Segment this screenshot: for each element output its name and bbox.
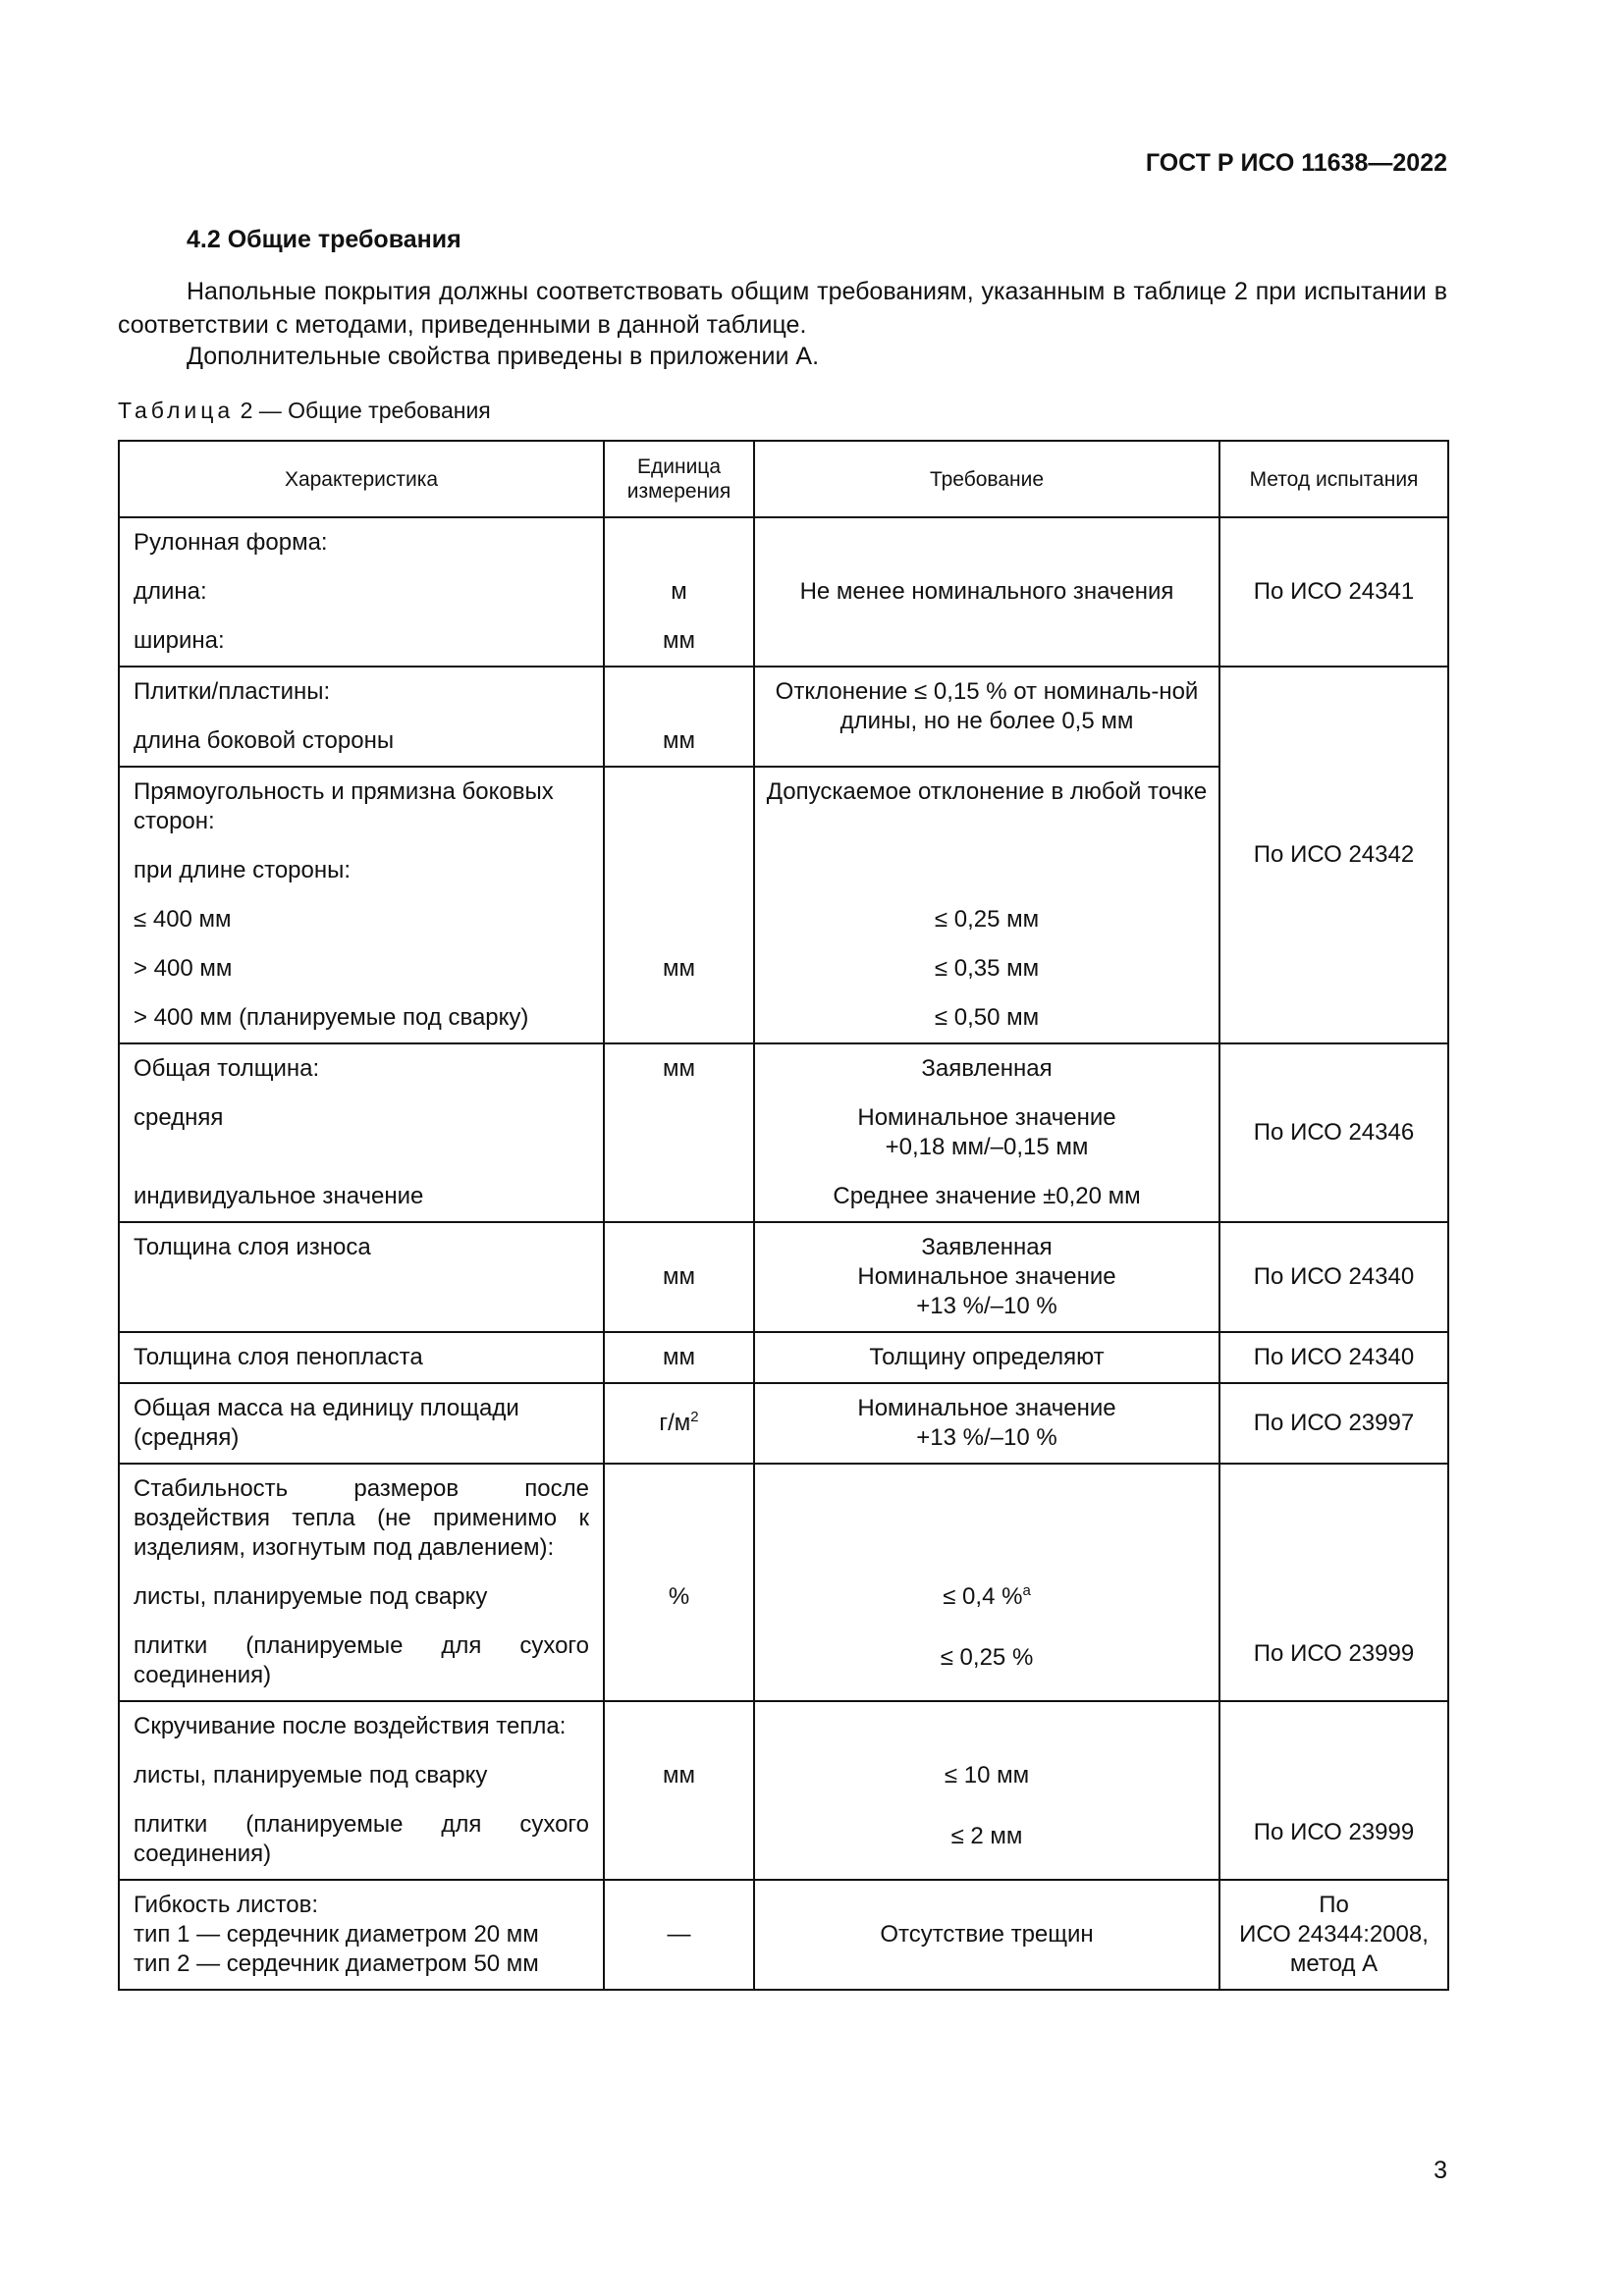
unit-value: % [668, 1583, 690, 1610]
cell-unit [604, 517, 754, 667]
cell-requirement: Отсутствие трещин [754, 1880, 1219, 1990]
table-row-foam-layer [119, 1332, 1448, 1383]
req-value: ≤ 0,35 мм [934, 955, 1040, 982]
cell-method: По ИСО 24341 [1219, 517, 1448, 667]
char-line: листы, планируемые под сварку [134, 1762, 488, 1789]
char-line: ширина: [134, 627, 225, 654]
cell-method: По ИСО 23997 [1219, 1383, 1448, 1464]
req-value: Допускаемое отклонение в любой точке [766, 778, 1208, 805]
cell-requirement [754, 1701, 1219, 1880]
cell-characteristic [119, 1464, 604, 1701]
req-value: +13 %/–10 % [916, 1293, 1057, 1319]
char-line: Толщина слоя износа [134, 1234, 371, 1260]
section-heading: 4.2 Общие требования [187, 226, 461, 253]
char-line: длина боковой стороны [134, 727, 395, 754]
cell-unit: мм [604, 1222, 754, 1332]
cell-characteristic [119, 1332, 604, 1383]
cell-requirement [754, 1383, 1219, 1464]
cell-requirement: Толщину определяют [754, 1332, 1219, 1383]
table-row-curling [119, 1701, 1448, 1880]
unit-value: г/м [659, 1410, 691, 1436]
char-line: индивидуальное значение [134, 1183, 424, 1209]
cell-method: По ИСО 24346 [1219, 1043, 1448, 1222]
req-value: ≤ 0,25 мм [934, 906, 1040, 933]
cell-requirement [754, 1222, 1219, 1332]
req-value: Заявленная [921, 1234, 1053, 1260]
cell-unit [604, 1464, 754, 1701]
unit-value: мм [663, 955, 695, 982]
req-value: Номинальное значение [857, 1263, 1116, 1290]
cell-characteristic [119, 1880, 604, 1990]
method-value: По [1319, 1892, 1349, 1918]
cell-unit [604, 1383, 754, 1464]
method-value: По ИСО 23999 [1253, 1640, 1415, 1667]
req-value: Заявленная [921, 1055, 1053, 1082]
unit-superscript: 2 [690, 1409, 699, 1425]
table-row-roll [119, 517, 1448, 667]
cell-characteristic [119, 517, 604, 667]
cell-requirement [754, 667, 1219, 767]
unit-value: мм [663, 1762, 695, 1789]
cell-characteristic [119, 667, 604, 767]
cell-unit: мм [604, 1332, 754, 1383]
table-row-stability [119, 1464, 1448, 1701]
char-line: Плитки/пластины: [134, 678, 331, 705]
char-line: при длине стороны: [134, 857, 352, 883]
requirements-table [118, 440, 1449, 1991]
page-number: 3 [1434, 2157, 1447, 2184]
paragraph-additional: Дополнительные свойства приведены в приложении А. [187, 343, 820, 370]
cell-unit [604, 1043, 754, 1222]
req-value: ≤ 0,25 % [940, 1644, 1034, 1671]
req-value: Отклонение ≤ 0,15 % от номиналь-ной длины, но не более 0,5 мм [775, 678, 1199, 734]
col-header-requirement: Требование [754, 441, 1219, 517]
table-row-flexibility [119, 1880, 1448, 1990]
cell-unit [604, 667, 754, 767]
char-line: Гибкость листов: [134, 1892, 318, 1918]
document-code: ГОСТ Р ИСО 11638—2022 [1145, 149, 1447, 177]
cell-unit [604, 767, 754, 1043]
cell-characteristic [119, 1701, 604, 1880]
cell-unit: — [604, 1880, 754, 1990]
char-line: плитки (планируемые для сухого соединения) [134, 1632, 589, 1688]
char-line: Общая масса на единицу площади (средняя) [134, 1395, 519, 1451]
char-line: > 400 мм (планируемые под сварку) [134, 1004, 529, 1031]
cell-method: По ИСО 24342 [1219, 667, 1448, 1043]
col-header-characteristic: Характеристика [119, 441, 604, 517]
table-header-row [119, 441, 1448, 517]
col-header-unit: Единица измерения [604, 441, 754, 517]
method-value: метод А [1289, 1950, 1379, 1977]
cell-method [1219, 1880, 1448, 1990]
req-value: Номинальное значение +0,18 мм/–0,15 мм [857, 1104, 1116, 1160]
table-caption [118, 398, 491, 424]
req-value: ≤ 0,4 % [943, 1583, 1023, 1610]
req-value: ≤ 2 мм [950, 1823, 1023, 1849]
cell-characteristic [119, 767, 604, 1043]
cell-characteristic [119, 1043, 604, 1222]
footnote-marker: a [1022, 1582, 1031, 1599]
char-line: листы, планируемые под сварку [134, 1583, 488, 1610]
table-caption-text: 2 — Общие требования [234, 398, 491, 423]
char-line: средняя [134, 1104, 224, 1131]
char-line: тип 1 — сердечник диаметром 20 мм [134, 1921, 539, 1948]
req-value: Номинальное значение [857, 1395, 1116, 1421]
char-line: Прямоугольность и прямизна боковых сторон: [134, 778, 554, 834]
char-line: ≤ 400 мм [134, 906, 232, 933]
paragraph-requirements: Напольные покрытия должны соответствовать общим требованиям, указанным в таблице 2 при испытании в соответствии с методами, приведенными в данной таблице. [118, 278, 1447, 339]
table-row-mass [119, 1383, 1448, 1464]
char-line: Общая толщина: [134, 1055, 320, 1082]
cell-method: По ИСО 24340 [1219, 1222, 1448, 1332]
unit-value: мм [663, 727, 695, 754]
char-line: тип 2 — сердечник диаметром 50 мм [134, 1950, 539, 1977]
unit-value: мм [663, 1055, 695, 1082]
char-line: > 400 мм [134, 955, 233, 982]
char-line: Толщина слоя пенопласта [134, 1344, 423, 1370]
cell-method [1219, 1701, 1448, 1880]
unit-value: мм [663, 627, 695, 654]
cell-requirement [754, 1464, 1219, 1701]
cell-method [1219, 1464, 1448, 1701]
char-line: Скручивание после воздействия тепла: [134, 1713, 567, 1739]
req-value: ≤ 0,50 мм [934, 1004, 1040, 1031]
table-row-wear-layer [119, 1222, 1448, 1332]
table-row-thickness [119, 1043, 1448, 1222]
char-line: Стабильность размеров после воздействия тепла (не применимо к изделиям, изогнутым под давлением): [134, 1475, 589, 1561]
cell-requirement [754, 767, 1219, 1043]
table-row-tiles [119, 667, 1448, 767]
cell-characteristic [119, 1222, 604, 1332]
cell-requirement [754, 1043, 1219, 1222]
table-caption-label: Таблица [118, 398, 235, 423]
char-line: длина: [134, 578, 207, 605]
cell-characteristic [119, 1383, 604, 1464]
char-line: плитки (планируемые для сухого соединения) [134, 1811, 589, 1867]
col-header-method: Метод испытания [1219, 441, 1448, 517]
char-line: Рулонная форма: [134, 529, 328, 556]
method-value: По ИСО 23999 [1253, 1819, 1415, 1845]
unit-value: м [671, 578, 687, 605]
req-value: +13 %/–10 % [916, 1424, 1057, 1451]
cell-requirement: Не менее номинального значения [754, 517, 1219, 667]
req-value: ≤ 10 мм [944, 1762, 1030, 1789]
req-value: Среднее значение ±0,20 мм [833, 1183, 1141, 1209]
method-value: ИСО 24344:2008, [1239, 1921, 1429, 1948]
cell-unit [604, 1701, 754, 1880]
cell-method: По ИСО 24340 [1219, 1332, 1448, 1383]
